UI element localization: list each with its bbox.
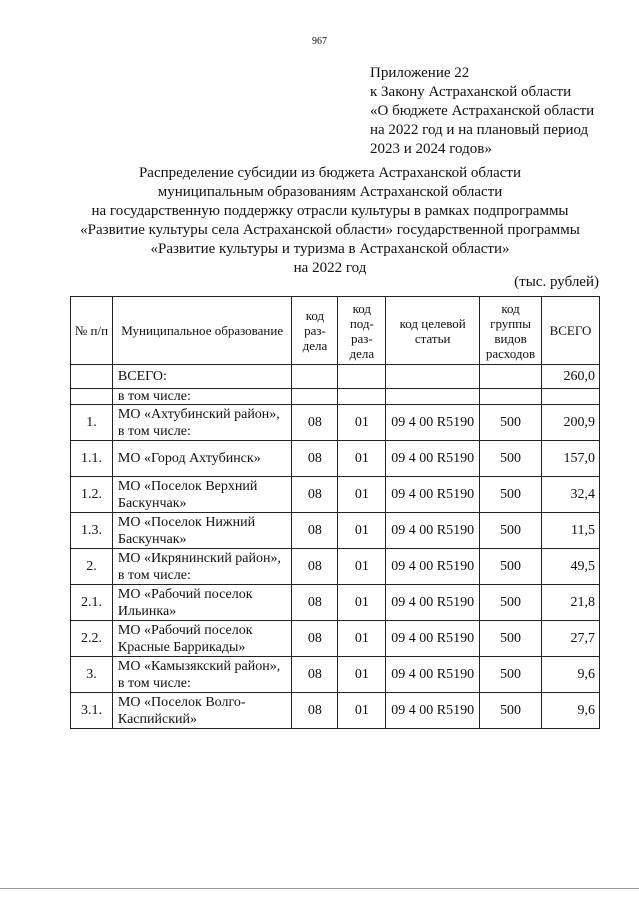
cell-subsection: 01 <box>338 549 386 585</box>
including-label: в том числе: <box>112 389 292 405</box>
cell-name: МО «Город Ахтубинск» <box>112 441 292 477</box>
cell-target: 09 4 00 R5190 <box>386 657 480 693</box>
cell-section: 08 <box>292 657 338 693</box>
table-cell <box>480 365 542 389</box>
cell-value: 200,9 <box>542 405 600 441</box>
units-label: (тыс. рублей) <box>514 274 599 290</box>
cell-name: МО «Икрянинский район», в том числе: <box>112 549 292 585</box>
cell-name: МО «Рабочий поселок Красные Баррикады» <box>112 621 292 657</box>
cell-group: 500 <box>480 513 542 549</box>
header-num: № п/п <box>71 297 113 365</box>
cell-value: 9,6 <box>542 657 600 693</box>
title-line: «Развитие культуры и туризма в Астраханской области» <box>150 241 510 257</box>
cell-target: 09 4 00 R5190 <box>386 621 480 657</box>
cell-subsection: 01 <box>338 693 386 729</box>
table-cell <box>292 389 338 405</box>
cell-value: 32,4 <box>542 477 600 513</box>
table-cell <box>480 389 542 405</box>
header-name: Муниципальное образование <box>112 297 292 365</box>
cell-num: 1.2. <box>71 477 113 513</box>
table-cell <box>292 365 338 389</box>
header-target: код целевой статьи <box>386 297 480 365</box>
cell-num: 3. <box>71 657 113 693</box>
page-bottom-edge <box>0 888 639 889</box>
appendix-line: 2023 и 2024 годов» <box>370 141 492 157</box>
table-cell <box>386 365 480 389</box>
title-line: на 2022 год <box>293 260 367 276</box>
header-group: код группы видов расходов <box>480 297 542 365</box>
cell-target: 09 4 00 R5190 <box>386 549 480 585</box>
cell-group: 500 <box>480 621 542 657</box>
cell-target: 09 4 00 R5190 <box>386 585 480 621</box>
cell-target: 09 4 00 R5190 <box>386 693 480 729</box>
cell-num: 2.2. <box>71 621 113 657</box>
appendix-line: Приложение 22 <box>370 65 470 81</box>
title-line: «Развитие культуры села Астраханской области» государственной программы <box>80 222 580 238</box>
total-label: ВСЕГО: <box>112 365 292 389</box>
including-row <box>71 389 600 405</box>
table-row <box>71 405 600 441</box>
table-cell <box>338 389 386 405</box>
table-cell <box>542 389 600 405</box>
table-row <box>71 477 600 513</box>
cell-group: 500 <box>480 549 542 585</box>
cell-subsection: 01 <box>338 621 386 657</box>
cell-group: 500 <box>480 585 542 621</box>
table-row <box>71 549 600 585</box>
cell-value: 49,5 <box>542 549 600 585</box>
cell-num: 3.1. <box>71 693 113 729</box>
title-line: муниципальным образованиям Астраханской области <box>157 184 503 200</box>
cell-name: МО «Камызякский район», в том числе: <box>112 657 292 693</box>
table-cell <box>386 389 480 405</box>
cell-value: 27,7 <box>542 621 600 657</box>
cell-section: 08 <box>292 549 338 585</box>
cell-num: 1.1. <box>71 441 113 477</box>
cell-value: 11,5 <box>542 513 600 549</box>
table-row <box>71 441 600 477</box>
table-cell <box>71 389 113 405</box>
cell-group: 500 <box>480 405 542 441</box>
appendix-line: на 2022 год и на плановый период <box>370 122 589 138</box>
cell-subsection: 01 <box>338 405 386 441</box>
cell-num: 1. <box>71 405 113 441</box>
cell-group: 500 <box>480 441 542 477</box>
table-row <box>71 657 600 693</box>
header-total: ВСЕГО <box>542 297 600 365</box>
cell-section: 08 <box>292 621 338 657</box>
document-title <box>40 164 620 278</box>
table-row <box>71 513 600 549</box>
cell-subsection: 01 <box>338 585 386 621</box>
cell-group: 500 <box>480 657 542 693</box>
cell-value: 157,0 <box>542 441 600 477</box>
table-row <box>71 693 600 729</box>
cell-section: 08 <box>292 441 338 477</box>
cell-group: 500 <box>480 693 542 729</box>
cell-section: 08 <box>292 405 338 441</box>
cell-section: 08 <box>292 513 338 549</box>
cell-target: 09 4 00 R5190 <box>386 441 480 477</box>
cell-num: 2.1. <box>71 585 113 621</box>
header-section: код раз-дела <box>292 297 338 365</box>
cell-name: МО «Ахтубинский район», в том числе: <box>112 405 292 441</box>
cell-target: 09 4 00 R5190 <box>386 513 480 549</box>
cell-section: 08 <box>292 477 338 513</box>
cell-group: 500 <box>480 477 542 513</box>
cell-target: 09 4 00 R5190 <box>386 405 480 441</box>
appendix-line: «О бюджете Астраханской области <box>370 103 595 119</box>
appendix-header <box>370 64 632 159</box>
cell-target: 09 4 00 R5190 <box>386 477 480 513</box>
cell-value: 21,8 <box>542 585 600 621</box>
table-header-row <box>71 297 600 365</box>
cell-subsection: 01 <box>338 441 386 477</box>
header-subsection: код под-раз-дела <box>338 297 386 365</box>
table-row <box>71 585 600 621</box>
total-row <box>71 365 600 389</box>
cell-section: 08 <box>292 585 338 621</box>
cell-subsection: 01 <box>338 657 386 693</box>
appendix-line: к Закону Астраханской области <box>370 84 572 100</box>
cell-name: МО «Поселок Волго-Каспийский» <box>112 693 292 729</box>
title-line: на государственную поддержку отрасли культуры в рамках подпрограммы <box>91 203 569 219</box>
total-value: 260,0 <box>542 365 600 389</box>
cell-subsection: 01 <box>338 513 386 549</box>
table-row <box>71 621 600 657</box>
page-number: 967 <box>312 36 327 47</box>
cell-num: 2. <box>71 549 113 585</box>
cell-subsection: 01 <box>338 477 386 513</box>
cell-section: 08 <box>292 693 338 729</box>
cell-num: 1.3. <box>71 513 113 549</box>
cell-name: МО «Поселок Верхний Баскунчак» <box>112 477 292 513</box>
cell-value: 9,6 <box>542 693 600 729</box>
table-cell <box>71 365 113 389</box>
subsidy-table <box>70 296 600 729</box>
cell-name: МО «Рабочий поселок Ильинка» <box>112 585 292 621</box>
table-body <box>71 405 600 729</box>
title-line: Распределение субсидии из бюджета Астраханской области <box>138 165 522 181</box>
cell-name: МО «Поселок Нижний Баскунчак» <box>112 513 292 549</box>
table-cell <box>338 365 386 389</box>
